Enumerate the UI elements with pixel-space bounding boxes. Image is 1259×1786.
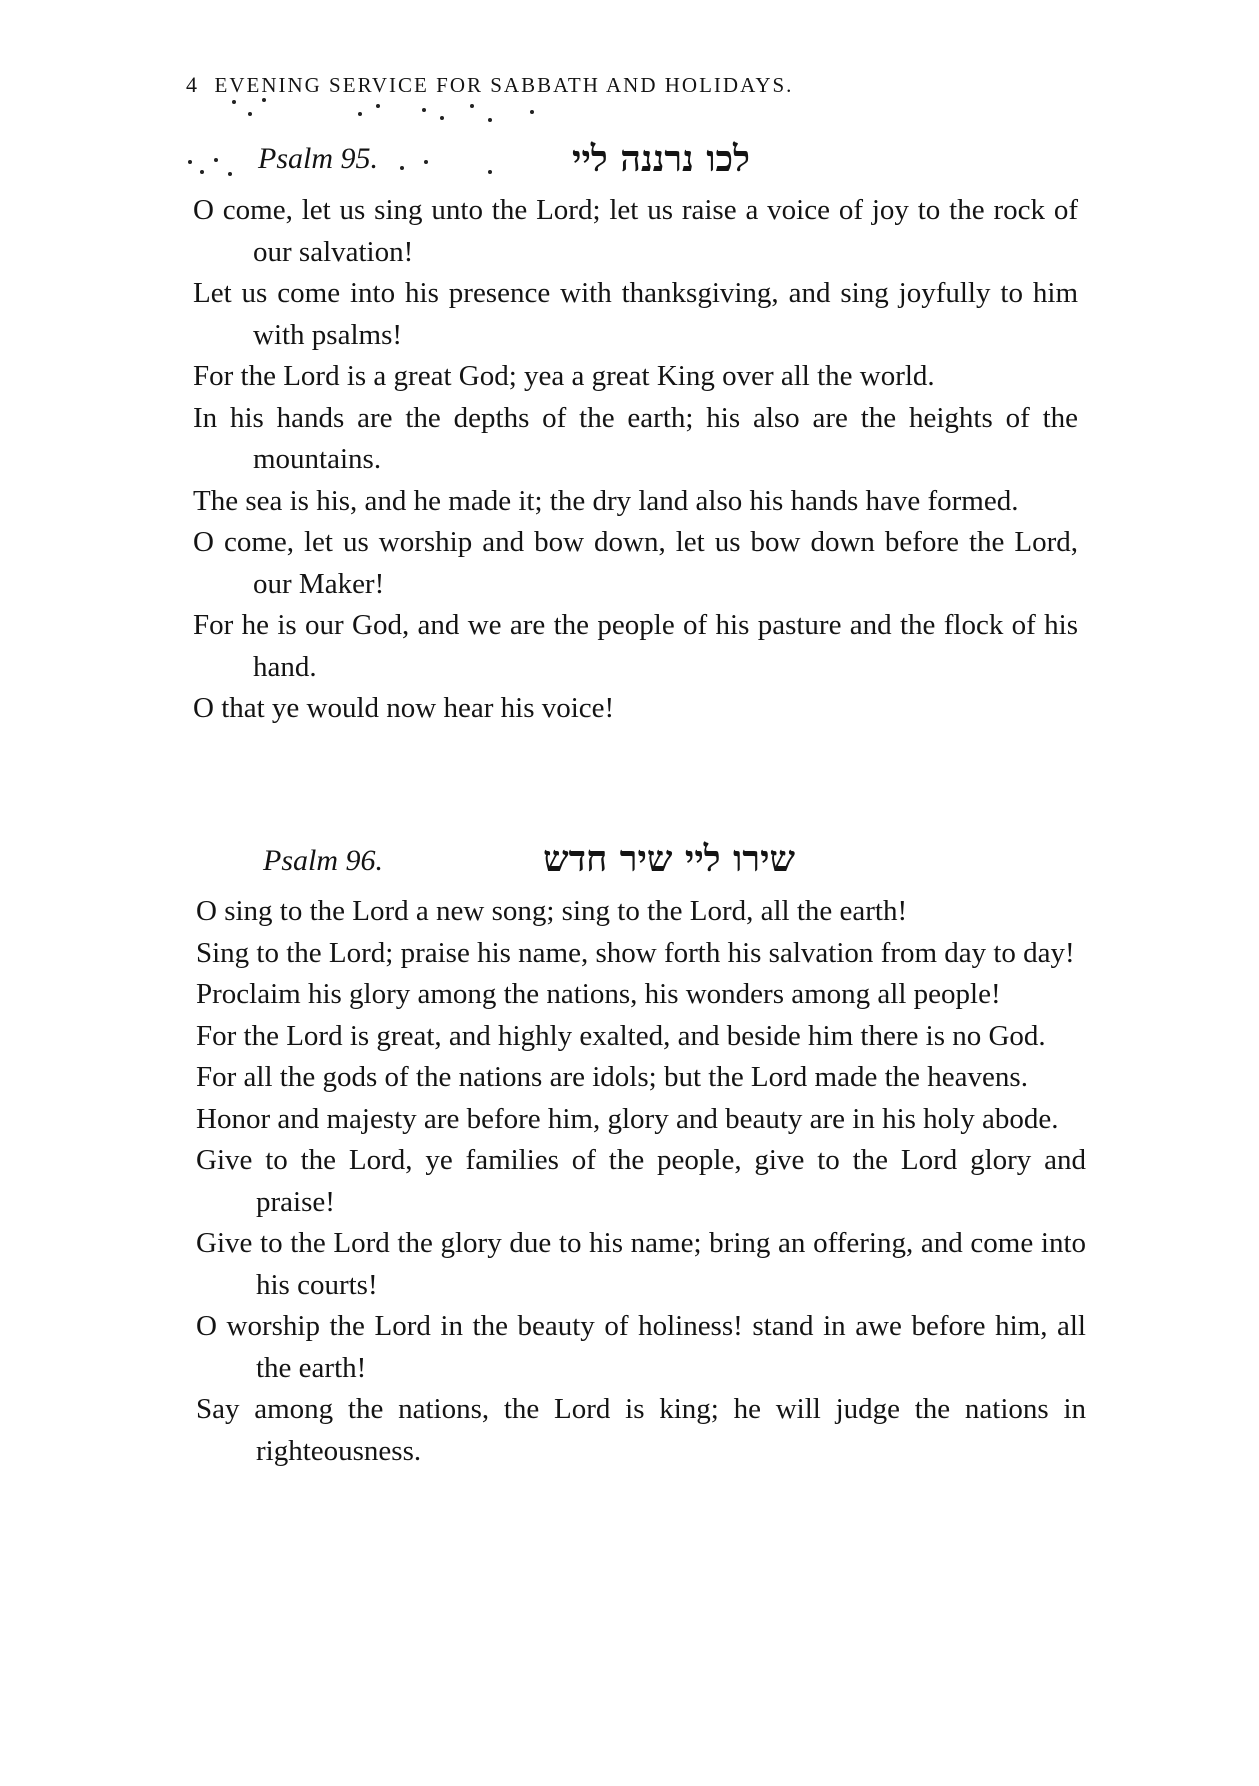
verse: For all the gods of the nations are idols; but the Lord made the heavens. — [196, 1061, 1028, 1093]
speckle — [248, 112, 252, 116]
verse: Let us come into his presence with thanksgiving, and sing joyfully to him with psalms! — [193, 277, 1078, 351]
speckle — [422, 108, 426, 112]
verse: For the Lord is great, and highly exalted, and beside him there is no God. — [196, 1019, 1046, 1052]
verse: Sing to the Lord; praise his name, show forth his salvation from day to day! — [196, 936, 1075, 969]
speckle — [232, 100, 236, 104]
psalm95-verses — [193, 190, 1078, 730]
speckle — [530, 110, 534, 114]
speckle — [358, 112, 362, 116]
verse: Say among the nations, the Lord is king; he will judge the nations in righteousness. — [196, 1393, 1086, 1467]
verse: O worship the Lord in the beauty of holiness! stand in awe before him, all the earth! — [196, 1310, 1086, 1384]
verse: The sea is his, and he made it; the dry land also his hands have formed. — [193, 484, 1019, 517]
verse: O sing to the Lord a new song; sing to the Lord, all the earth! — [196, 895, 908, 927]
speckle — [376, 104, 380, 108]
verse: For he is our God, and we are the people of his pasture and the flock of his hand. — [193, 609, 1078, 683]
verse: O come, let us sing unto the Lord; let us raise a voice of joy to the rock of our salvation! — [193, 194, 1078, 268]
verse: O that ye would now hear his voice! — [193, 692, 615, 724]
verse: For the Lord is a great God; yea a great King over all the world. — [193, 360, 935, 392]
speckle — [470, 104, 474, 108]
speckle — [488, 118, 492, 122]
verse: Honor and majesty are before him, glory and beauty are in his holy abode. — [196, 1102, 1059, 1135]
psalm96-verses — [196, 891, 1086, 1472]
speckle — [228, 172, 232, 176]
verse: Give to the Lord, ye families of the people, give to the Lord glory and praise! — [196, 1144, 1086, 1218]
verse: Give to the Lord the glory due to his name; bring an offering, and come into his courts! — [196, 1227, 1086, 1301]
speckle — [214, 158, 218, 162]
speckle — [440, 116, 444, 120]
speckle — [400, 166, 404, 170]
speckle — [262, 98, 266, 102]
speckle — [200, 170, 204, 174]
speckle — [424, 160, 428, 164]
page-number: 4 — [186, 72, 197, 97]
speckle — [188, 160, 192, 164]
psalm95-hebrew-title: לכו נרננה ליי — [572, 138, 750, 180]
running-head-title: EVENING SERVICE FOR SABBATH AND HOLIDAYS. — [214, 73, 794, 97]
psalm96-hebrew-title: שירו ליי שיר חדש — [543, 838, 795, 880]
psalm95-label: Psalm 95. — [258, 142, 378, 175]
verse: In his hands are the depths of the earth; his also are the heights of the mountains. — [193, 401, 1078, 475]
psalm96-label: Psalm 96. — [263, 844, 383, 877]
verse: Proclaim his glory among the nations, his wonders among all people! — [196, 978, 1001, 1010]
speckle — [488, 170, 492, 174]
running-head — [186, 72, 1086, 98]
verse: O come, let us worship and bow down, let us bow down before the Lord, our Maker! — [193, 526, 1078, 600]
